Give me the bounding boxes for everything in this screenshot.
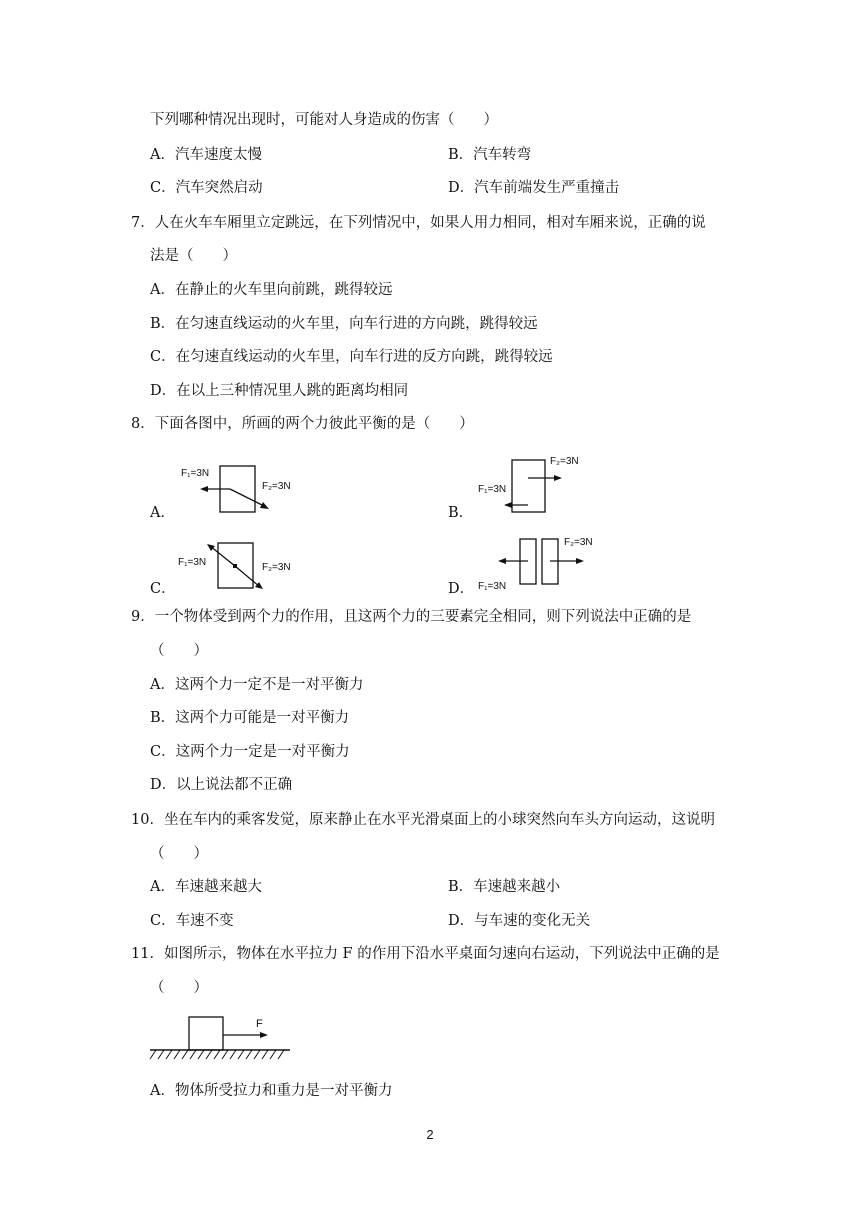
q7-stem-line1: 7．人在火车车厢里立定跳远，在下列情况中，如果人用力相同，相对车厢来说，正确的说	[131, 215, 706, 231]
q9-option-d: D．以上说法都不正确	[150, 777, 293, 793]
q7-option-b: B．在匀速直线运动的火车里，向车行进的方向跳，跳得较远	[150, 316, 538, 332]
q8-option-c-label: C．	[150, 581, 176, 597]
q11-stem-line1: 11．如图所示，物体在水平拉力 F 的作用下沿水平桌面匀速向右运动，下列说法中正确的是	[131, 946, 720, 962]
q10-stem-line2: （ ）	[150, 846, 208, 862]
q8-figure-a	[178, 462, 303, 522]
q8-option-b-label: B．	[448, 505, 474, 521]
q7-option-d: D．在以上三种情况里人跳的距离均相同	[150, 383, 409, 399]
q8a-f1-label: F₁=3N	[181, 468, 210, 479]
q6-stem-end: 下列哪种情况出现时，可能对人身造成的伤害（ ）	[150, 112, 498, 128]
q10-option-c: C．车速不变	[150, 913, 234, 929]
q11-force-label: F	[256, 1018, 263, 1030]
q6-option-b: B．汽车转弯	[448, 147, 532, 163]
q8c-f1-label: F₁=3N	[178, 557, 207, 568]
page-number: 2	[426, 1127, 434, 1142]
q9-option-b: B．这两个力可能是一对平衡力	[150, 710, 350, 726]
q7-option-c: C．在匀速直线运动的火车里，向车行进的反方向跳，跳得较远	[150, 349, 553, 365]
q7-option-a: A．在静止的火车里向前跳，跳得较远	[150, 282, 393, 298]
q8c-f2-label: F₂=3N	[262, 562, 291, 573]
q8b-f2-label: F₂=3N	[550, 456, 579, 467]
q8-option-a-label: A．	[150, 505, 175, 521]
q6-option-a: A．汽车速度太慢	[150, 147, 262, 163]
q8-figure-d	[476, 533, 611, 595]
q11-option-a: A．物体所受拉力和重力是一对平衡力	[150, 1083, 393, 1099]
q8-figure-b	[476, 450, 611, 520]
q8d-f2-label: F₂=3N	[564, 537, 593, 548]
q8d-f1-label: F₁=3N	[478, 581, 507, 592]
q8a-f2-label: F₂=3N	[262, 481, 291, 492]
q6-option-c: C．汽车突然启动	[150, 180, 263, 196]
q8-stem: 8．下面各图中，所画的两个力彼此平衡的是（ ）	[131, 416, 474, 432]
q9-option-a: A．这两个力一定不是一对平衡力	[150, 677, 364, 693]
q10-option-b: B．车速越来越小	[448, 879, 561, 895]
q6-option-d: D．汽车前端发生严重撞击	[448, 180, 620, 196]
q9-option-c: C．这两个力一定是一对平衡力	[150, 744, 350, 760]
q10-option-d: D．与车速的变化无关	[448, 913, 591, 929]
q8b-f1-label: F₁=3N	[478, 484, 507, 495]
q9-stem-line2: （ ）	[150, 643, 208, 659]
q11-figure	[150, 1012, 295, 1064]
q10-stem-line1: 10．坐在车内的乘客发觉，原来静止在水平光滑桌面上的小球突然向车头方向运动，这说明	[131, 812, 715, 828]
q10-option-a: A．车速越来越大	[150, 879, 262, 895]
q9-stem-line1: 9．一个物体受到两个力的作用，且这两个力的三要素完全相同，则下列说法中正确的是	[131, 609, 692, 625]
q11-stem-line2: （ ）	[150, 980, 208, 996]
q7-stem-line2: 法是（ ）	[150, 248, 237, 264]
q8-option-d-label: D．	[448, 581, 475, 597]
q8-figure-c	[176, 537, 306, 597]
